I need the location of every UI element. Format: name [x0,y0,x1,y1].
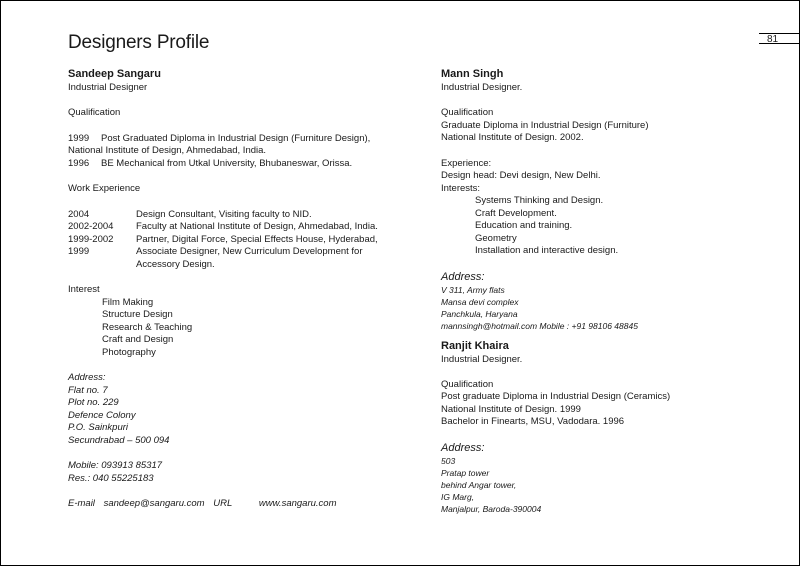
qualification-entry: 1996 BE Mechanical from Utkal University, Bhubaneswar, Orissa. [68,157,353,169]
address-line: Flat no. 7 [68,384,108,396]
work-entry: 1999 Associate Designer, New Curriculum Development for [68,246,363,257]
work-experience-heading: Work Experience [68,183,141,194]
website-url: www.sangaru.com [258,498,337,509]
qualification-line: Bachelor in Finearts, MSU, Vadodara. 1996 [441,416,625,427]
contact-row [68,498,408,511]
profile-mann-singh [441,67,771,332]
qualification-line: National Institute of Design. 2002. [441,132,584,143]
qualification-heading: Qualification [441,107,494,118]
page-title: Designers Profile [68,32,210,53]
interest-item: Education and training. [475,220,573,231]
qualification-line: Graduate Diploma in Industrial Design (Furniture) [441,119,649,131]
address-heading: Address: [68,372,106,383]
address-line: mannsingh@hotmail.com Mobile : +91 98106 48845 [441,320,638,331]
work-entry: 2004 Design Consultant, Visiting faculty to NID. [68,208,312,220]
address-line: IG Marg, [441,491,475,502]
experience-heading: Experience: [441,157,492,169]
interest-item: Installation and interactive design. [475,245,619,256]
interests-heading: Interests: [441,182,481,194]
qualification-line: National Institute of Design. 1999 [441,403,581,415]
address-line: Manjalpur, Baroda-390004 [441,503,542,514]
designer-name: Ranjit Khaira [441,339,509,352]
interest-item: Craft and Design [102,334,174,345]
qualification-entry: 1999 Post Graduated Diploma in Industrial Design (Furniture Design), [68,132,371,144]
address-line: 503 [441,455,456,466]
address-line: P.O. Sainkpuri [68,422,129,433]
address-line: Mansa devi complex [441,296,519,307]
qualification-heading: Qualification [68,107,121,118]
interest-item: Film Making [102,296,154,308]
interest-item: Geometry [475,232,517,244]
interest-item: Craft Development. [475,207,557,219]
url-label: URL [213,498,233,509]
address-line: Panchkula, Haryana [441,308,518,319]
address-heading: Address: [441,441,485,454]
address-line: Defence Colony [68,409,136,421]
designer-name: Mann Singh [441,68,504,80]
mobile-number: Mobile: 093913 85317 [68,460,163,471]
address-line: Plot no. 229 [68,397,119,408]
profile-ranjit-khaira [441,339,771,515]
designer-role: Industrial Designer. [441,353,523,365]
address-line: behind Angar tower, [441,479,517,490]
work-entry: 2002-2004 Faculty at National Institute of Design, Ahmedabad, India. [68,221,378,232]
address-heading: Address: [441,270,485,283]
qualification-entry-cont: National Institute of Design, Ahmedabad, India. [68,145,267,156]
address-line: V 311, Army flats [441,284,505,295]
address-line: Pratap tower [441,467,490,478]
email-address: sandeep@sangaru.com [103,498,205,509]
address-line: Secundrabad – 500 094 [68,434,170,446]
qualification-line: Post graduate Diploma in Industrial Design (Ceramics) [441,391,671,402]
interest-heading: Interest [68,284,100,295]
work-entry-cont: Accessory Design. [136,258,215,270]
qualification-heading: Qualification [441,378,494,390]
profiles-right-column [441,67,771,515]
designer-name: Sandeep Sangaru [68,68,161,80]
designer-role: Industrial Designer. [441,82,523,93]
page-number: 81 [759,33,799,44]
residence-number: Res.: 040 55225183 [68,472,154,484]
work-entry: 1999-2002 Partner, Digital Force, Special Effects House, Hyderabad, [68,233,378,245]
designer-role: Industrial Designer [68,82,148,93]
interest-item: Photography [102,346,156,358]
experience-line: Design head: Devi design, New Delhi. [441,170,601,181]
interest-item: Structure Design [102,309,173,320]
email-label: E-mail [68,498,95,509]
interest-item: Systems Thinking and Design. [475,195,604,206]
interest-item: Research & Teaching [102,321,193,333]
profile-sandeep-sangaru [68,67,408,511]
